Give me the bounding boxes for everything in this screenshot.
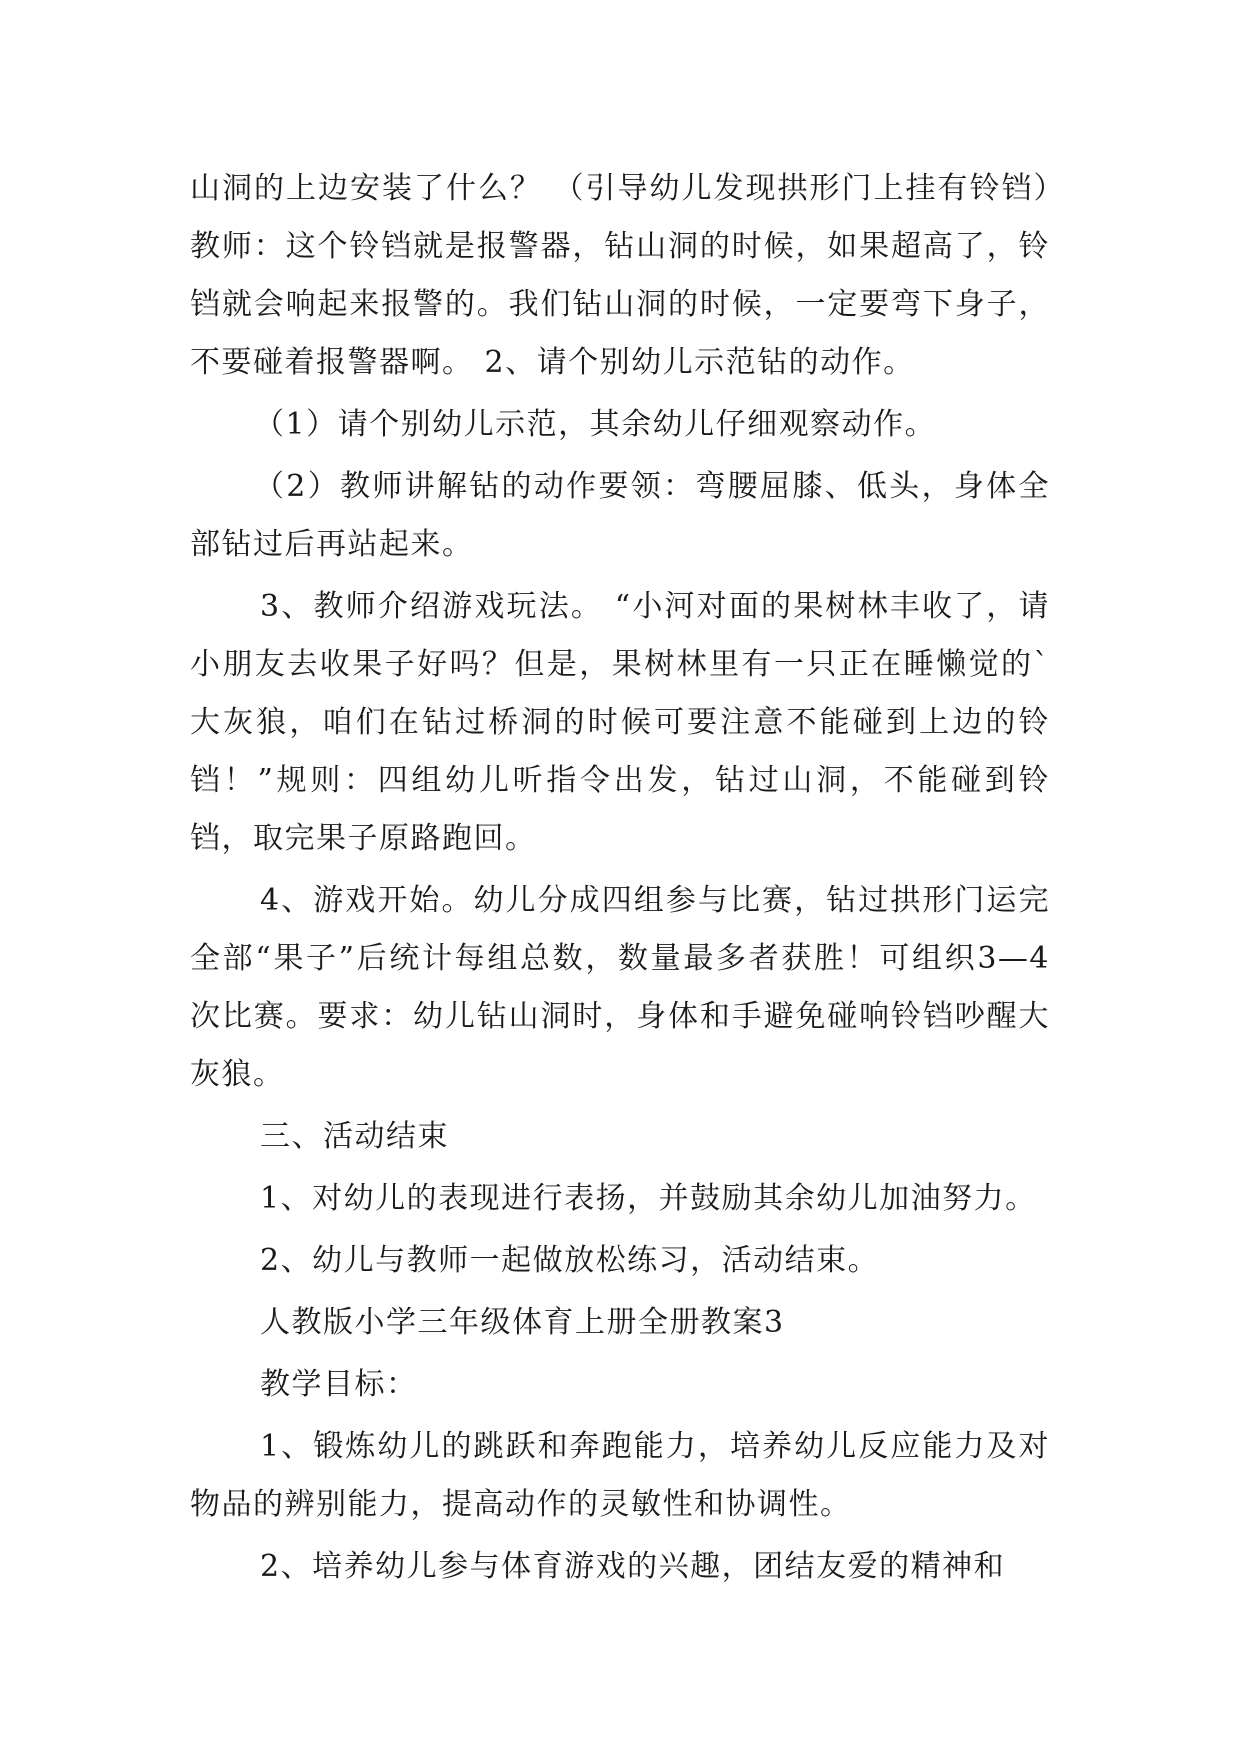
section-heading-goals: 教学目标： <box>260 1367 418 1402</box>
lesson-title: 人教版小学三年级体育上册全册教案3 <box>260 1305 785 1340</box>
paragraph-demo-2: （2）教师讲解钻的动作要领：弯腰屈膝、低头，身体全部钻过后再站起来。 <box>190 469 1050 562</box>
paragraph-goal-1: 1、锻炼幼儿的跳跃和奔跑能力，培养幼儿反应能力及对物品的辨别能力，提高动作的灵敏性和协调性。 <box>190 1429 1050 1522</box>
paragraph-game-rules: 3、教师介绍游戏玩法。 “小河对面的果树林丰收了，请小朋友去收果子好吗？但是，果树林里有一只正在睡懒觉的`大灰狼，咱们在钻过桥洞的时候可要注意不能碰到上边的铃铛！”规则：四组幼儿听指令出发，钻过山洞，不能碰到铃铛，取完果子原路跑回。 <box>190 589 1050 856</box>
paragraph-relax: 2、幼儿与教师一起做放松练习，活动结束。 <box>260 1243 880 1278</box>
paragraph-cave-bell: 山洞的上边安装了什么？ （引导幼儿发现拱形门上挂有铃铛）教师：这个铃铛就是报警器，钻山洞的时候，如果超高了，铃铛就会响起来报警的。我们钻山洞的时候，一定要弯下身子，不要碰着报警器啊。 2、请个别幼儿示范钻的动作。 <box>190 171 1050 380</box>
paragraph-game-start: 4、游戏开始。幼儿分成四组参与比赛，钻过拱形门运完全部“果子”后统计每组总数，数量最多者获胜！可组织3—4次比赛。要求：幼儿钻山洞时，身体和手避免碰响铃铛吵醒大灰狼。 <box>190 883 1050 1092</box>
paragraph-goal-2: 2、培养幼儿参与体育游戏的兴趣，团结友爱的精神和 <box>260 1549 1006 1584</box>
paragraph-demo-1: （1）请个别幼儿示范，其余幼儿仔细观察动作。 <box>254 407 937 442</box>
paragraph-praise: 1、对幼儿的表现进行表扬，并鼓励其余幼儿加油努力。 <box>260 1181 1037 1216</box>
section-heading-activity-end: 三、活动结束 <box>260 1119 449 1154</box>
document-body <box>190 160 1050 1596</box>
